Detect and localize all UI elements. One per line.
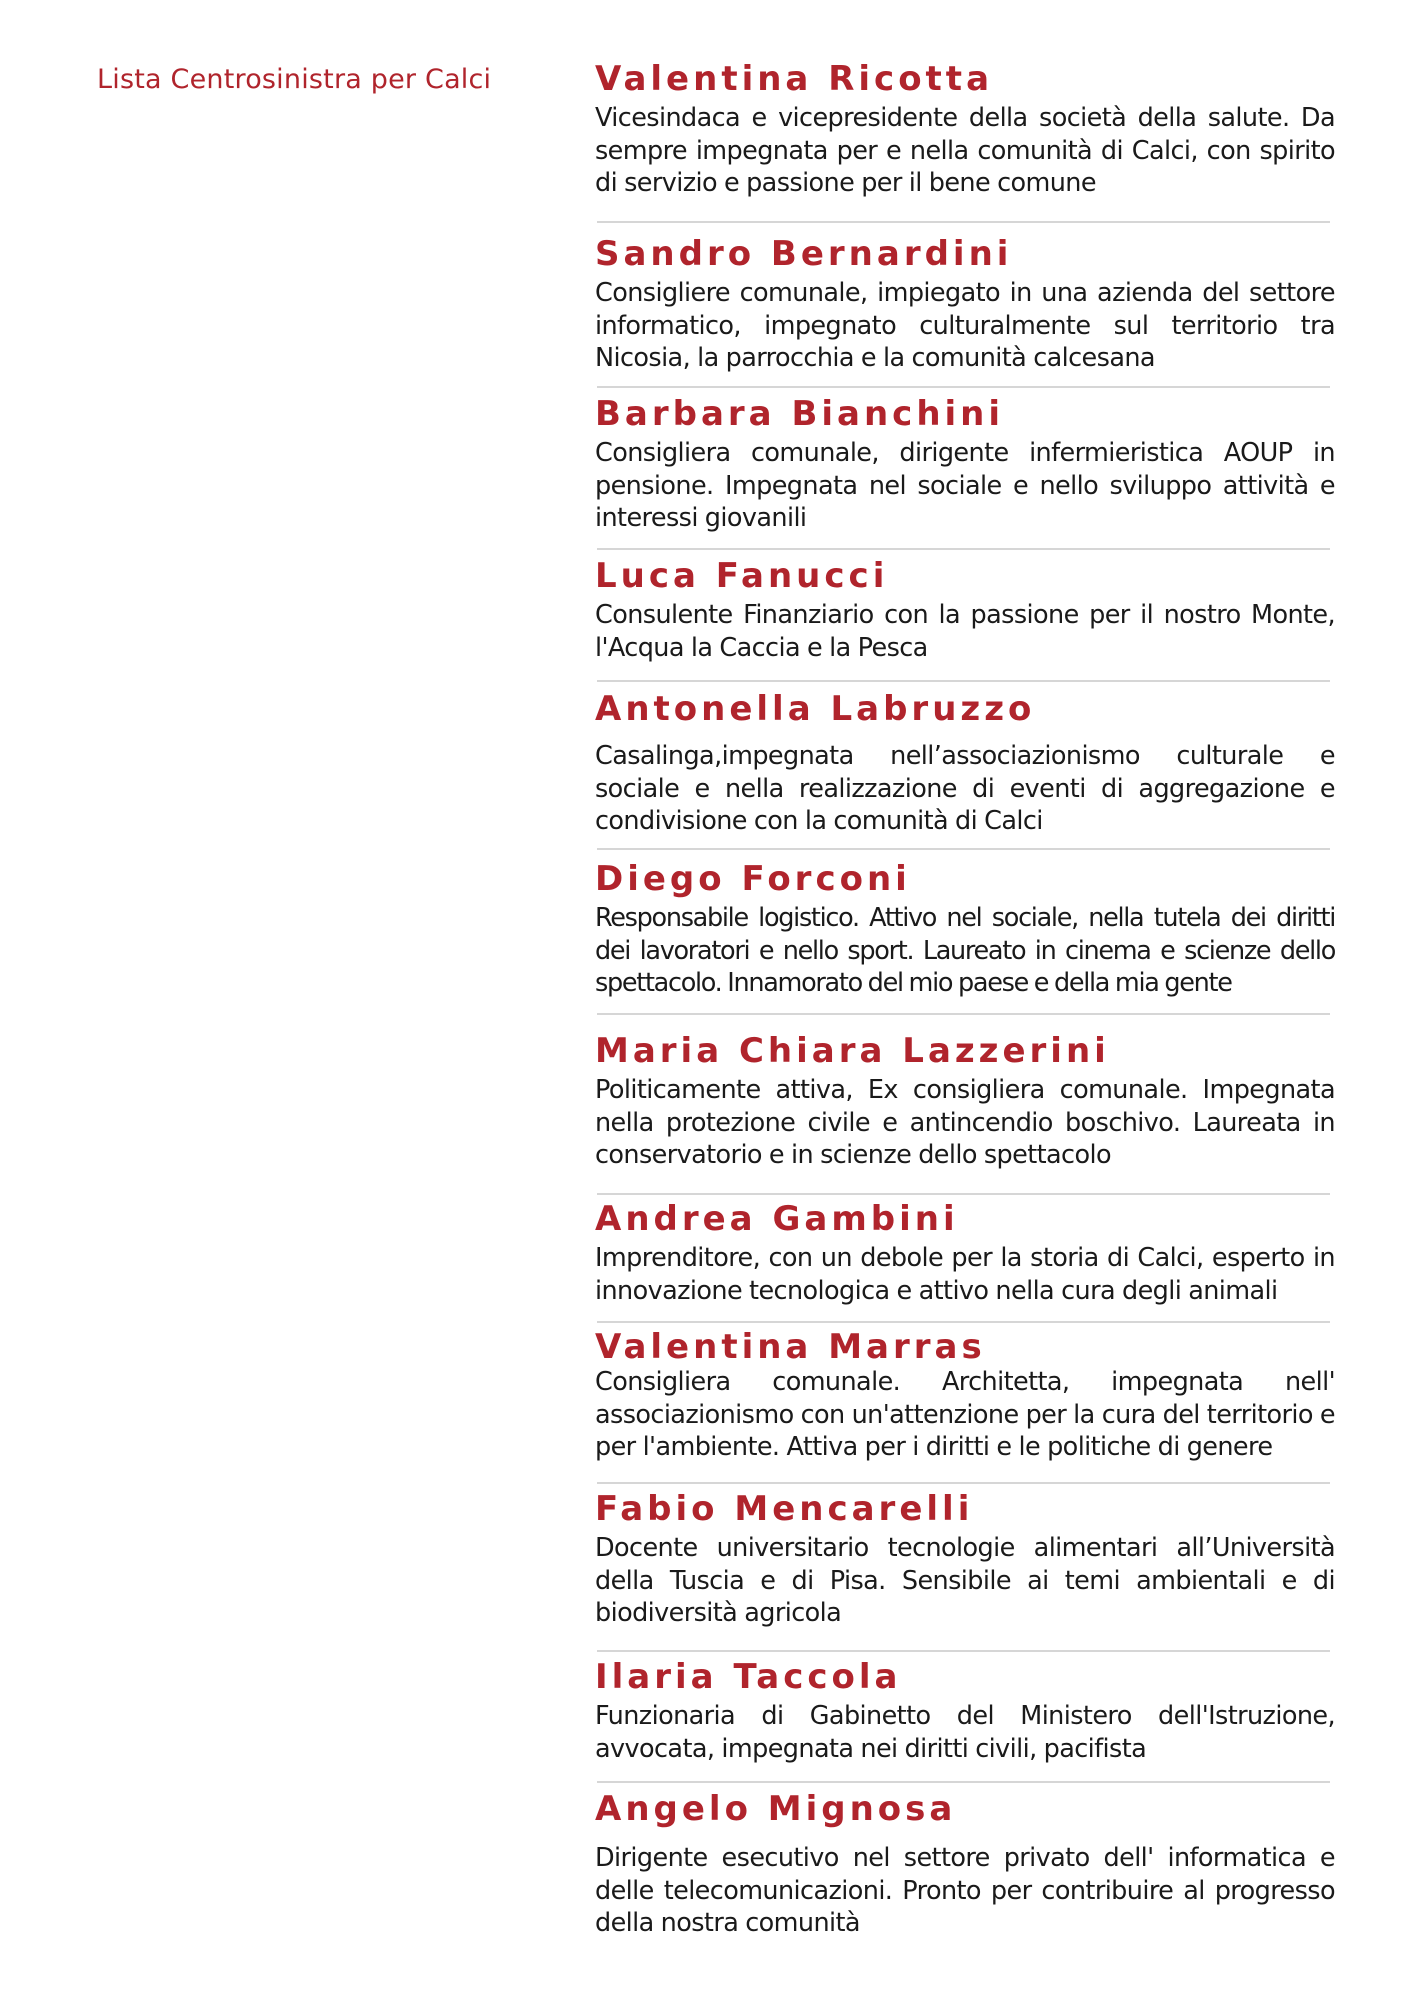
divider xyxy=(597,1193,1330,1195)
candidate-name: Maria Chiara Lazzerini xyxy=(595,1031,1110,1071)
candidate-entry xyxy=(595,555,1335,664)
divider xyxy=(597,1650,1330,1652)
candidate-name: Antonella Labruzzo xyxy=(595,689,1036,729)
divider xyxy=(597,221,1330,223)
candidate-entry xyxy=(595,858,1335,1000)
candidate-bio: Consigliera comunale, dirigente infermieristica AOUP in pensione. Impegnata nel sociale e nello sviluppo attività e interessi giovanili xyxy=(595,438,1335,533)
candidate-name: Diego Forconi xyxy=(595,859,911,899)
divider xyxy=(597,386,1330,388)
candidate-name: Luca Fanucci xyxy=(595,556,889,596)
candidate-entry xyxy=(595,1326,1335,1464)
candidate-name: Barbara Bianchini xyxy=(595,394,1005,434)
candidate-name: Andrea Gambini xyxy=(595,1199,959,1239)
candidate-bio: Casalinga,impegnata nell’associazionismo culturale e sociale e nella realizzazione di eventi di aggregazione e condivisione con la comunità di Calci xyxy=(595,741,1335,836)
candidate-bio: Consigliera comunale. Architetta, impegnata nell' associazionismo con un'attenzione per la cura del territorio e per l'ambiente. Attiva per i diritti e le politiche di genere xyxy=(595,1367,1335,1462)
candidate-entry xyxy=(595,1656,1335,1765)
candidate-bio: Responsabile logistico. Attivo nel sociale, nella tutela dei diritti dei lavoratori e nello sport. Laureato in cinema e scienze dello spettacolo. Innamorato del mio paese e della mia gente xyxy=(595,903,1335,998)
candidate-bio: Vicesindaca e vicepresidente della società della salute. Da sempre impegnata per e nella comunità di Calci, con spirito di servizio e passione per il bene comune xyxy=(595,103,1335,198)
divider xyxy=(597,548,1330,550)
candidate-entry xyxy=(595,1488,1335,1630)
candidate-bio: Imprenditore, con un debole per la storia di Calci, esperto in innovazione tecnologica e attivo nella cura degli animali xyxy=(595,1243,1335,1306)
candidate-bio: Consulente Finanziario con la passione per il nostro Monte, l'Acqua la Caccia e la Pesca xyxy=(595,600,1335,663)
candidate-entry xyxy=(595,1030,1335,1172)
divider xyxy=(597,848,1330,850)
divider xyxy=(597,1482,1330,1484)
candidate-entry xyxy=(595,233,1335,375)
candidate-bio: Funzionaria di Gabinetto del Ministero dell'Istruzione, avvocata, impegnata nei diritti civili, pacifista xyxy=(595,1701,1335,1764)
candidate-entry xyxy=(595,688,1335,838)
candidate-name: Ilaria Taccola xyxy=(595,1657,902,1697)
list-title: Lista Centrosinistra per Calci xyxy=(97,64,492,95)
divider xyxy=(597,680,1330,682)
candidate-name: Sandro Bernardini xyxy=(595,234,1013,274)
candidate-name: Valentina Ricotta xyxy=(595,59,994,99)
candidate-entry xyxy=(595,393,1335,535)
candidate-name: Valentina Marras xyxy=(595,1327,986,1367)
candidate-bio: Consigliere comunale, impiegato in una azienda del settore informatico, impegnato culturalmente sul territorio tra Nicosia, la parrocchia e la comunità calcesana xyxy=(595,278,1335,373)
candidate-name: Angelo Mignosa xyxy=(595,1789,957,1829)
divider xyxy=(597,1781,1330,1783)
candidate-name: Fabio Mencarelli xyxy=(595,1489,974,1529)
candidate-entry xyxy=(595,1788,1335,1940)
divider xyxy=(597,1321,1330,1323)
candidate-bio: Politicamente attiva, Ex consigliera comunale. Impegnata nella protezione civile e antincendio boschivo. Laureata in conservatorio e in scienze dello spettacolo xyxy=(595,1075,1335,1170)
candidate-entry xyxy=(595,58,1335,200)
candidate-entry xyxy=(595,1198,1335,1307)
divider xyxy=(597,1013,1330,1015)
candidate-bio: Dirigente esecutivo nel settore privato dell' informatica e delle telecomunicazioni. Pronto per contribuire al progresso della nostra comunità xyxy=(595,1843,1335,1938)
candidate-bio: Docente universitario tecnologie alimentari all’Università della Tuscia e di Pisa. Sensibile ai temi ambientali e di biodiversità agricola xyxy=(595,1533,1335,1628)
